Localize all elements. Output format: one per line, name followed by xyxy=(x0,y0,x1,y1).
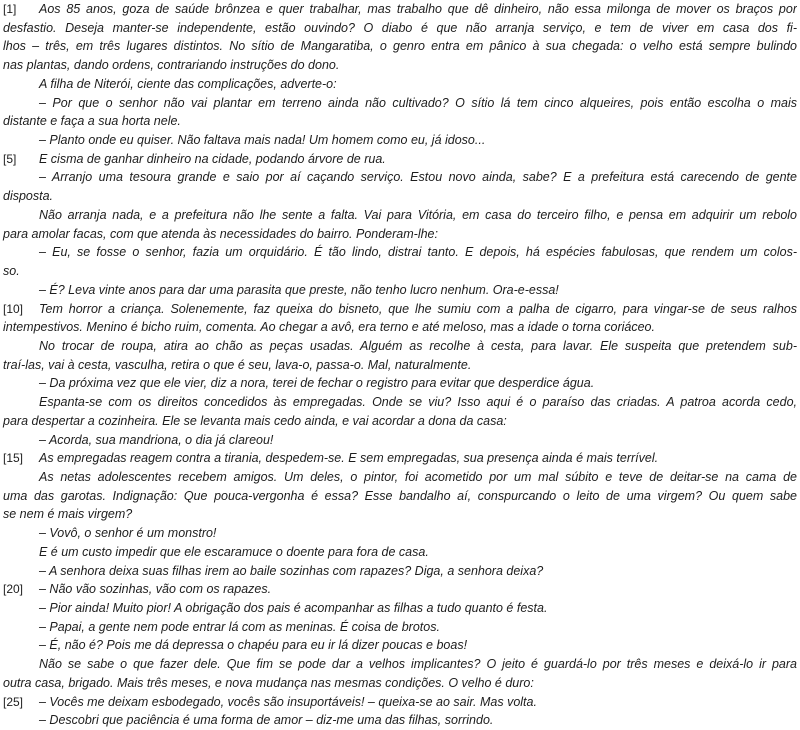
text-line xyxy=(3,0,797,19)
text-body xyxy=(3,0,797,730)
line-text: distante e faça a sua horta nele. xyxy=(3,114,181,129)
line-text: se nem é mais virgem? xyxy=(3,507,133,522)
line-text: outra casa, brigado. Mais três meses, e nova mudança nas mesmas condições. O velho é duro: xyxy=(3,675,534,690)
text-line xyxy=(3,187,797,206)
line-text: so. xyxy=(3,264,20,279)
text-line xyxy=(3,75,797,94)
line-text: uma das garotas. Indignação: Que pouca-vergonha é essa? Esse bandalho aí, conspurcando o leito de uma virgem? Ou quem sabe xyxy=(3,488,797,503)
line-number-marker: [1] xyxy=(3,2,17,16)
text-line xyxy=(3,300,797,319)
text-line xyxy=(3,711,797,730)
line-number-marker: [15] xyxy=(3,451,24,466)
line-text: disposta. xyxy=(3,189,54,204)
text-line xyxy=(3,412,797,431)
text-line xyxy=(3,674,797,693)
text-line xyxy=(3,206,797,225)
line-text: E cisma de ganhar dinheiro na cidade, podando árvore de rua. xyxy=(39,151,386,166)
text-line xyxy=(3,56,797,75)
line-text: Aos 85 anos, goza de saúde brônzea e quer trabalhar, mas trabalho que dê dinheiro, não essa milonga de mover os braços por xyxy=(39,2,797,16)
text-line xyxy=(3,168,797,187)
text-line xyxy=(3,599,797,618)
line-text: – Por que o senhor não vai plantar em terreno ainda não cultivado? O sítio lá tem cinco alqueires, pois então escolha o mais xyxy=(39,95,797,110)
line-text: desfastio. Deseja manter-se independente, estão ouvindo? O diabo é que não arranja serviço, e tem de viver em casa dos fi- xyxy=(3,20,797,35)
line-text: – Vovô, o senhor é um monstro! xyxy=(39,526,217,541)
line-text: Tem horror a criança. Solenemente, faz queixa do bisneto, que lhe sumiu com a palha de cigarro, para vingar-se de seus ralhos xyxy=(39,301,797,316)
text-line xyxy=(3,468,797,487)
line-text: A filha de Niterói, ciente das complicações, adverte-o: xyxy=(39,76,337,91)
text-line xyxy=(3,37,797,56)
text-line xyxy=(3,618,797,637)
line-text: – A senhora deixa suas filhas irem ao baile sozinhas com rapazes? Diga, a senhora deixa? xyxy=(39,563,544,578)
text-line xyxy=(3,693,797,712)
text-line xyxy=(3,243,797,262)
text-line xyxy=(3,281,797,300)
text-line xyxy=(3,150,797,169)
line-text: – Acorda, sua mandriona, o dia já clareou! xyxy=(39,432,274,447)
line-text: intempestivos. Menino é bicho ruim, comenta. Ao chegar a avô, era terno e até meloso, mas a idade o torna coriáceo. xyxy=(3,320,655,335)
line-text: nas plantas, dando ordens, contrariando instruções do dono. xyxy=(3,58,340,73)
text-line xyxy=(3,449,797,468)
text-line xyxy=(3,431,797,450)
line-number-marker: [10] xyxy=(3,301,24,316)
text-line xyxy=(3,524,797,543)
line-text: E é um custo impedir que ele escaramuce o doente para fora de casa. xyxy=(39,544,429,559)
line-text: – Arranjo uma tesoura grande e saio por aí caçando serviço. Estou novo ainda, sabe? E a prefeitura está carecendo de gente xyxy=(39,170,797,185)
text-line xyxy=(3,636,797,655)
text-line xyxy=(3,262,797,281)
text-line xyxy=(3,562,797,581)
line-text: para amolar facas, com que atenda às necessidades do bairro. Ponderam-lhe: xyxy=(3,226,438,241)
line-text: para despertar a cozinheira. Ele se levanta mais cedo ainda, e vai acordar a dona da casa: xyxy=(3,413,507,428)
line-text: – É, não é? Pois me dá depressa o chapéu para eu ir lá dizer poucas e boas! xyxy=(39,638,468,653)
text-line xyxy=(3,393,797,412)
line-number-marker: [5] xyxy=(3,151,17,166)
text-line xyxy=(3,487,797,506)
line-text: – Descobri que paciência é uma forma de amor – diz-me uma das filhas, sorrindo. xyxy=(39,713,494,728)
line-text: Não arranja nada, e a prefeitura não lhe sente a falta. Vai para Vitória, em casa do terceiro filho, e pensa em adquirir um rebolo xyxy=(39,207,797,222)
line-text: – Planto onde eu quiser. Não faltava mais nada! Um homem como eu, já idoso... xyxy=(39,133,486,148)
line-text: – Vocês me deixam esbodegado, vocês são insuportáveis! – queixa-se ao sair. Mas volta. xyxy=(39,694,537,709)
line-text: – Eu, se fosse o senhor, fazia um orquidário. É tão lindo, distrai tanto. E depois, há espécies fabulosas, que rendem um colos- xyxy=(39,245,797,260)
line-text: – É? Leva vinte anos para dar uma parasita que preste, não tenho lucro nenhum. Ora-e-essa! xyxy=(39,282,559,297)
text-line xyxy=(3,225,797,244)
line-text: traí-las, vai à cesta, vasculha, retira o que é seu, lava-o, passa-o. Mal, naturalmente. xyxy=(3,357,472,372)
line-number-marker: [25] xyxy=(3,694,24,709)
text-line xyxy=(3,374,797,393)
text-line xyxy=(3,94,797,113)
text-line xyxy=(3,580,797,599)
text-line xyxy=(3,337,797,356)
text-line xyxy=(3,318,797,337)
text-line xyxy=(3,356,797,375)
text-line xyxy=(3,655,797,674)
text-line xyxy=(3,131,797,150)
text-line xyxy=(3,505,797,524)
text-line xyxy=(3,543,797,562)
line-text: As empregadas reagem contra a tirania, despedem-se. E sem empregadas, sua presença ainda é mais terrível. xyxy=(39,451,659,466)
line-text: – Pior ainda! Muito pior! A obrigação dos pais é acompanhar as filhas a tudo quanto é festa. xyxy=(39,601,548,615)
line-text: – Não vão sozinhas, vão com os rapazes. xyxy=(39,582,272,597)
line-text: Não se sabe o que fazer dele. Que fim se pode dar a velhos implicantes? O jeito é guardá-lo por três meses e deixá-lo ir para xyxy=(39,657,797,672)
line-text: – Papai, a gente nem pode entrar lá com as meninas. É coisa de brotos. xyxy=(39,619,440,634)
line-text: Espanta-se com os direitos concedidos às empregadas. Onde se viu? Isso aqui é o paraíso das criadas. A patroa acorda cedo, xyxy=(39,395,797,410)
line-text: As netas adolescentes recebem amigos. Um deles, o pintor, foi acometido por um mal súbito e teve de deitar-se na cama de xyxy=(39,469,797,484)
line-text: lhos – três, em três lugares distintos. No sítio de Mangaratiba, o genro entra em pânico à sua chegada: o velho está sempre bulindo xyxy=(3,39,797,54)
line-text: No trocar de roupa, atira ao chão as peças usadas. Alguém as recolhe à cesta, para lavar. Ele suspeita que pretendem sub- xyxy=(39,338,797,353)
text-line xyxy=(3,112,797,131)
line-number-marker: [20] xyxy=(3,582,24,597)
line-text: – Da próxima vez que ele vier, diz a nora, terei de fechar o registro para evitar que desperdice água. xyxy=(39,376,595,391)
text-line xyxy=(3,19,797,38)
